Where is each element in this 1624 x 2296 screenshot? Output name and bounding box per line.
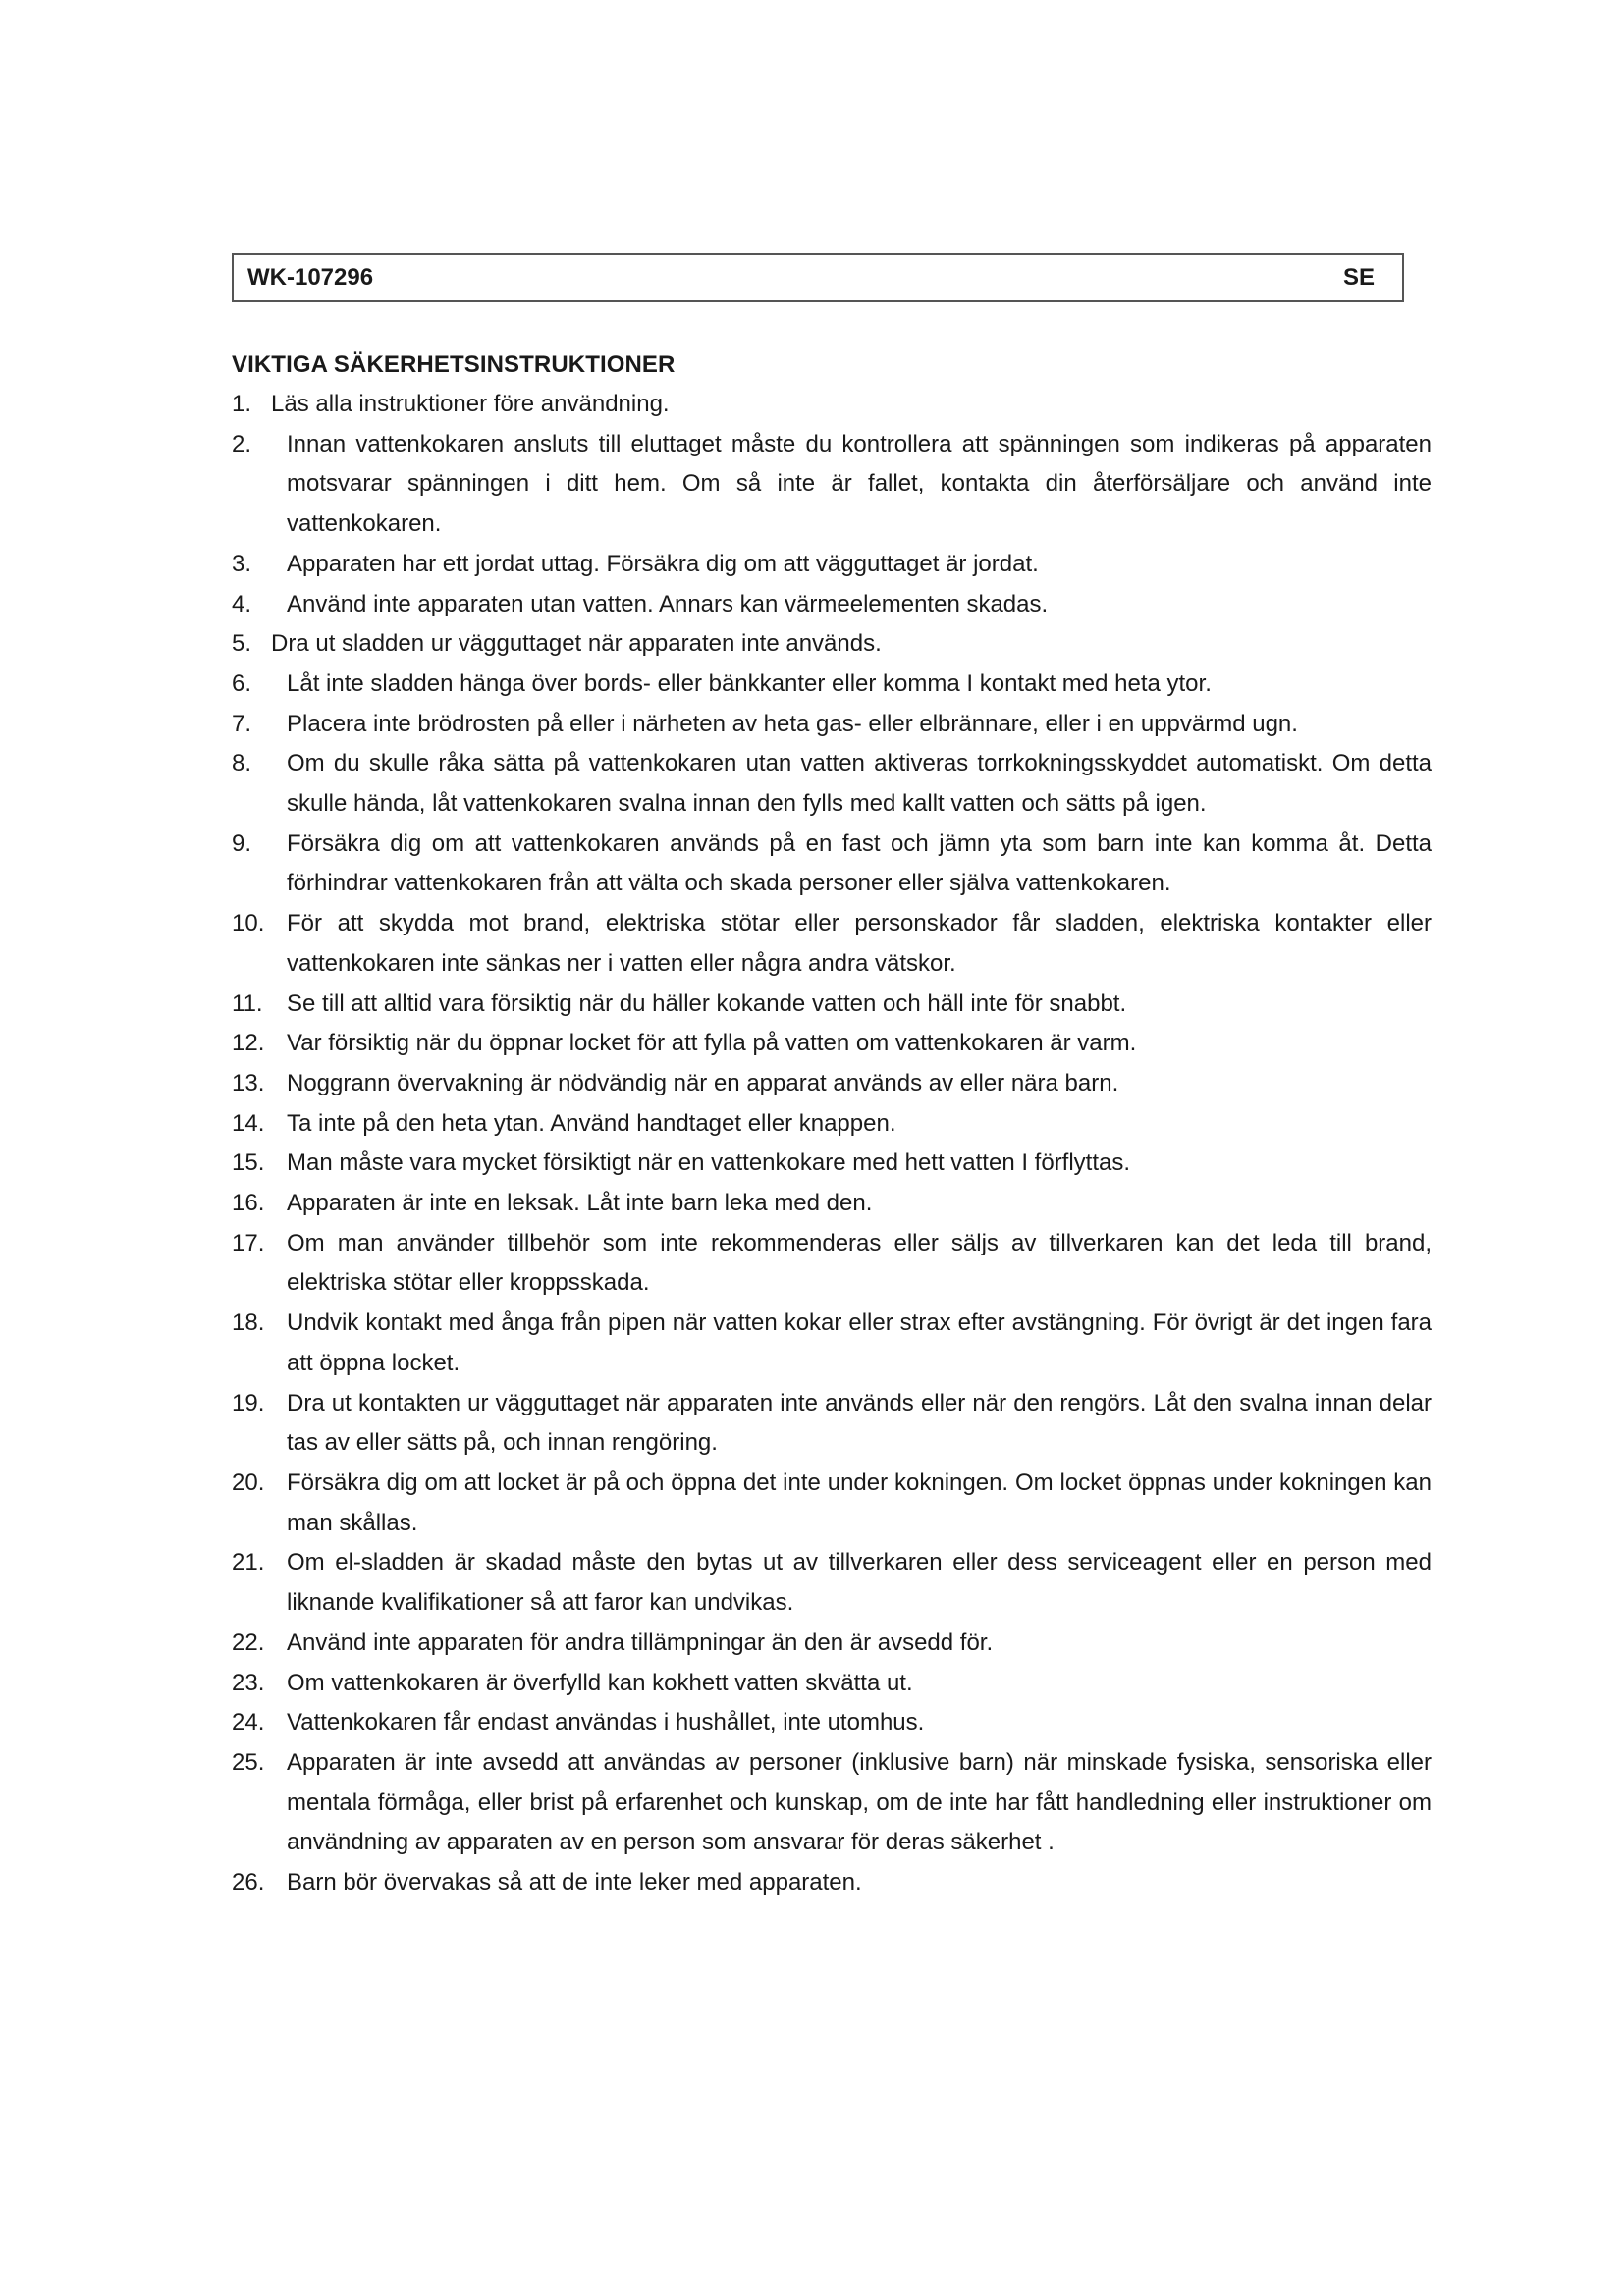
list-item [232,705,1432,745]
item-number: 9. [232,829,252,857]
item-text: Undvik kontakt med ånga från pipen när vatten kokar eller strax efter avstängning. För övrigt är det ingen fara att öppna locket. [287,1309,1432,1376]
item-text: Använd inte apparaten utan vatten. Annars kan värmeelementen skadas. [287,590,1049,617]
list-item [232,1104,1432,1145]
item-text: Man måste vara mycket försiktigt när en vattenkokare med hett vatten I förflyttas. [287,1149,1131,1177]
item-number: 20. [232,1468,265,1496]
item-text: Försäkra dig om att vattenkokaren används på en fast och jämn yta som barn inte kan komma åt. Detta förhindrar vattenkokaren från att välta och skada personer eller själva vattenkokaren. [287,829,1432,897]
item-number: 25. [232,1748,265,1776]
item-number: 4. [232,590,252,617]
section-title: VIKTIGA SÄKERHETSINSTRUKTIONER [232,351,676,378]
list-item [232,1703,1432,1743]
item-text: Noggrann övervakning är nödvändig när en apparat används av eller nära barn. [287,1069,1119,1096]
item-text: Placera inte brödrosten på eller i närheten av heta gas- eller elbrännare, eller i en uppvärmd ugn. [287,710,1298,737]
list-item [232,985,1432,1025]
item-number: 23. [232,1669,265,1696]
model-number: WK-107296 [247,264,374,291]
list-item [232,425,1432,545]
list-item [232,385,1432,425]
item-text: Ta inte på den heta ytan. Använd handtaget eller knappen. [287,1109,896,1137]
item-number: 17. [232,1229,265,1256]
item-number: 8. [232,750,252,777]
item-number: 12. [232,1030,265,1057]
item-text: Dra ut sladden ur vägguttaget när apparaten inte används. [271,630,882,658]
document-header [232,253,1404,302]
list-item [232,1384,1432,1464]
item-number: 3. [232,550,252,577]
list-item [232,624,1432,665]
item-text: För att skydda mot brand, elektriska stötar eller personskador får sladden, elektriska kontakter eller vattenkokaren inte sänkas ner i vatten eller några andra vätskor. [287,910,1432,977]
item-text: Om vattenkokaren är överfylld kan kokhett vatten skvätta ut. [287,1669,913,1696]
list-item [232,1743,1432,1863]
item-text: Vattenkokaren får endast användas i hushållet, inte utomhus. [287,1709,925,1736]
item-number: 14. [232,1109,265,1137]
item-number: 22. [232,1629,265,1656]
item-number: 13. [232,1069,265,1096]
item-number: 15. [232,1149,265,1177]
item-text: Apparaten är inte en leksak. Låt inte barn leka med den. [287,1190,873,1217]
list-item [232,1304,1432,1383]
item-number: 7. [232,710,252,737]
item-text: Var försiktig när du öppnar locket för att fylla på vatten om vattenkokaren är varm. [287,1030,1137,1057]
item-number: 11. [232,989,263,1017]
list-item [232,1664,1432,1704]
list-item [232,1144,1432,1184]
list-item [232,1064,1432,1104]
item-text: Om du skulle råka sätta på vattenkokaren utan vatten aktiveras torrkokningsskyddet automatiskt. Om detta skulle hända, låt vattenkokaren svalna innan den fylls med kallt vatten och sätts på igen. [287,750,1432,818]
item-text: Låt inte sladden hänga över bords- eller bänkkanter eller komma I kontakt med heta ytor. [287,669,1212,697]
safety-instructions [232,346,1432,1903]
item-number: 10. [232,910,265,937]
list-item [232,1184,1432,1224]
item-number: 18. [232,1309,265,1337]
item-text: Apparaten är inte avsedd att användas av personer (inklusive barn) när minskade fysiska, sensoriska eller mentala förmåga, eller brist på erfarenhet och kunskap, om de inte har fått handledning eller instruktioner om användning av apparaten av en person som ansvarar för deras säkerhet . [287,1748,1432,1856]
item-text: Apparaten har ett jordat uttag. Försäkra dig om att vägguttaget är jordat. [287,550,1039,577]
item-text: Barn bör övervakas så att de inte leker med apparaten. [287,1869,862,1896]
item-text: Om man använder tillbehör som inte rekommenderas eller säljs av tillverkaren kan det leda till brand, elektriska stötar eller kroppsskada. [287,1229,1432,1297]
item-text: Läs alla instruktioner före användning. [271,391,670,417]
item-number: 1. [232,391,252,417]
item-number: 26. [232,1869,265,1896]
item-number: 19. [232,1389,265,1416]
list-item [232,744,1432,824]
list-item [232,545,1432,585]
list-item [232,1024,1432,1064]
list-item [232,1863,1432,1903]
item-number: 16. [232,1190,265,1217]
language-code: SE [1342,264,1375,291]
item-number: 2. [232,430,252,457]
instruction-list [232,385,1432,1903]
list-item [232,1224,1432,1304]
item-number: 6. [232,669,252,697]
list-item [232,1543,1432,1623]
list-item [232,904,1432,984]
list-item [232,1464,1432,1543]
list-item [232,665,1432,705]
list-item [232,585,1432,625]
list-item [232,1624,1432,1664]
item-number: 24. [232,1709,265,1736]
item-text: Innan vattenkokaren ansluts till eluttaget måste du kontrollera att spänningen som indikeras på apparaten motsvarar spänningen i ditt hem. Om så inte är fallet, kontakta din återförsäljare och använd inte vattenkokaren. [287,430,1432,538]
item-text: Använd inte apparaten för andra tillämpningar än den är avsedd för. [287,1629,994,1656]
item-text: Dra ut kontakten ur vägguttaget när apparaten inte används eller när den rengörs. Låt den svalna innan delar tas av eller sätts på, och innan rengöring. [287,1389,1432,1457]
item-text: Försäkra dig om att locket är på och öppna det inte under kokningen. Om locket öppnas under kokningen kan man skållas. [287,1468,1432,1536]
item-text: Se till att alltid vara försiktig när du häller kokande vatten och häll inte för snabbt. [287,989,1127,1017]
item-number: 21. [232,1549,265,1576]
list-item [232,825,1432,904]
item-text: Om el-sladden är skadad måste den bytas ut av tillverkaren eller dess serviceagent eller en person med liknande kvalifikationer så att faror kan undvikas. [287,1549,1432,1617]
item-number: 5. [232,630,252,658]
